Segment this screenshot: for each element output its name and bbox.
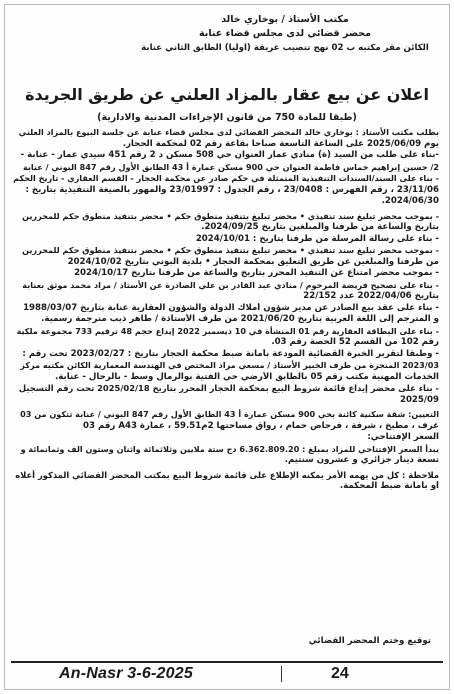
body-line: - بناء على رسالة المرسلة من طرفنا بتاريخ : 2024/10/01 xyxy=(195,233,439,244)
body-line: - بناء على عقد بيع الصادر عن مدير شؤون أملاك الدولة والشؤون العقارية عنابة بتاريخ 1988/03/07 xyxy=(23,302,439,313)
body-line: - بموجب محضر امتناع عن التنفيذ المحرر بتاريخ والساعة من طرفنا بتاريخ 2024/10/17 xyxy=(74,268,439,278)
body-line: السعر الإفتتاحي: xyxy=(367,432,439,442)
body-line: بتاريخ والساعة من طرفنا والمبلغين بتاريخ 2024/09/25. xyxy=(201,222,439,232)
body-line: 2024/06/30. xyxy=(381,196,439,206)
header-line: مكتب الأستاذ / بوخاري خالد xyxy=(221,14,349,25)
body-line: يبدأ السعر الإفتتاحي للمزاد بمبلغ : 6.362.809.20 دج ستة ملايين وثلاثمائة واثنان وستون الف وثمانمائة و xyxy=(20,443,439,454)
body-line: - بناء على السند/السندات التنفيذية المتمثلة في حكم صادر عن محكمة الحجار - القسم العقاري - تاريخ الحكم xyxy=(13,173,439,183)
header-line: محضر قضائي لدى مجلس قضاء عنابة xyxy=(199,28,371,39)
body-line: أو بأمانة ضبط المحكمة. xyxy=(339,481,439,491)
body-line: - بموجب محضر تبليغ سند تنفيذي • محضر تبليغ بتنفيذ منطوق حكم • محضر بتنفيذ منطوق حكم للمحررين xyxy=(22,210,439,221)
body-line: غرف ، مطبخ ، شرفة ، فرحاض حمام ، رواق مساحتها 2م59.51 ، عمارة A43 رقم 03 xyxy=(83,420,439,431)
body-line: يوم 2025/06/09 على الساعة التاسعة صباحا بقاعة رقم 02 لمحكمة الحجار. xyxy=(122,138,439,149)
body-line: - وطبقا لتقرير الخبرة القضائية المودعة بأمانة ضبط محكمة الحجار بتاريخ : 2023/02/27 تحت رقم : xyxy=(22,348,439,359)
signature-line: توقيع وختم المحضر القضائي xyxy=(308,636,431,646)
body-line: - بموجب محضر تبليغ سند تنفيذي • محضر تبليغ بتنفيذ منطوق حكم • محضر بتنفيذ منطوق حكم للمحررين xyxy=(22,245,439,255)
body-line: تسعة دينار جزائري و عشرون سنتيم. xyxy=(284,455,439,465)
body-line: - بناء على محضر إيداع قائمة شروط البيع بمحكمة الحجار المحرر بتاريخ 2025/02/18 تحت رقم التسجيل xyxy=(18,383,439,393)
body-line: - بناء على تصحيح فريضة المرحوم / منادي عبد القادر بن علي الصادرة عن الأستاذ / مراد محمد موثق بعنابة xyxy=(22,279,439,290)
bailiff-header xyxy=(135,13,435,55)
newspaper-footer xyxy=(11,661,443,683)
body-line: من طرفنا والمبلغين عن طريق التعليق بمحكمة الحجار • بلدية البوني بتاريخ 2024/10/02 xyxy=(67,256,439,267)
body-line: -بناء على طلب من السيد (ة) منادي عمار العنوان حي 508 مسكن د 2 رقم 451 سيدي عمار - عنابة - xyxy=(20,150,439,160)
body-line: بتاريخ 2022/04/06 عدد 22/152 xyxy=(303,291,439,301)
body-line: و المترجم إلى اللغة العربية بتاريخ 2021/06/20 من طرف الأستاذة / طاهر ذيب مترجمة رسمية. xyxy=(41,314,439,324)
body-line: - بناء على البطاقة العقارية رقم 01 المنشأة في 10 ديسمبر 2022 إيداع حجم 48 ترقيم 733 مجموعة ملكية xyxy=(16,325,439,336)
footer-divider xyxy=(281,666,282,682)
page-number: 24 xyxy=(331,665,349,682)
header-line: الكائن مقر مكتبه ب 02 نهج تنصيب عريقة (اوليا) الطابق الثاني عنابة xyxy=(141,43,429,53)
body-line: التعيين: شقة سكنية كائنة بحي 900 مسكن عمارة أ 43 الطابق الأول رقم 847 البوني / عنابة تتكون من 03 xyxy=(20,409,439,419)
body-line: 2025/09 xyxy=(399,394,439,405)
announcement-title: اعلان عن بيع عقار بالمزاد العلني عن طريق الجريدة xyxy=(25,85,429,104)
body-line: 2023/03 المنجزة من طرف الخبير الأستاذ / مسعي مراد المختص في الهندسة المعمارية الكائن مكتبه مركز xyxy=(20,360,439,370)
body-line: ملاحظة : كل من يهمه الأمر يمكنه الإطلاع على قائمة شروط البيع بمكتب المحضر القضائي المذكور أعلاه xyxy=(15,469,439,480)
body-line: رقم 102 من القسم 52 الحصة رقم 03. xyxy=(271,337,439,347)
body-line: 23/11/06 ، رقم الفهرس : 23/0408 ، رقم الجدول : 23/01997 والمهور بالصيغة التنفيذية بتاريخ : xyxy=(25,184,439,195)
announcement-sheet xyxy=(4,4,450,690)
newspaper-name-date: An-Nasr 3-6-2025 xyxy=(59,665,193,682)
body-line: 2/ حسين إبراهيم خماس فاطمة العنوان حي 900 مسكن عمارة أ 43 الطابق الأول رقم 847 البوني / عنابة xyxy=(22,161,439,172)
announcement-subtitle: (طبقا للمادة 750 من قانون الإجراءات المدنية والادارية) xyxy=(97,112,357,123)
announcement-body xyxy=(13,127,439,493)
body-line: بطلب مكتب الأستاذ : بوخاري خالد المحضر القضائي لدى مجلس قضاء عنابة عن جلسة البيوع بالمزاد العلني xyxy=(18,127,439,137)
body-line: الخدمات المهنية مكتب رقم 05 بالطابق الأرضي حي الفتية بوالرمال وسط - بالرحال - عنابة. xyxy=(55,371,439,382)
